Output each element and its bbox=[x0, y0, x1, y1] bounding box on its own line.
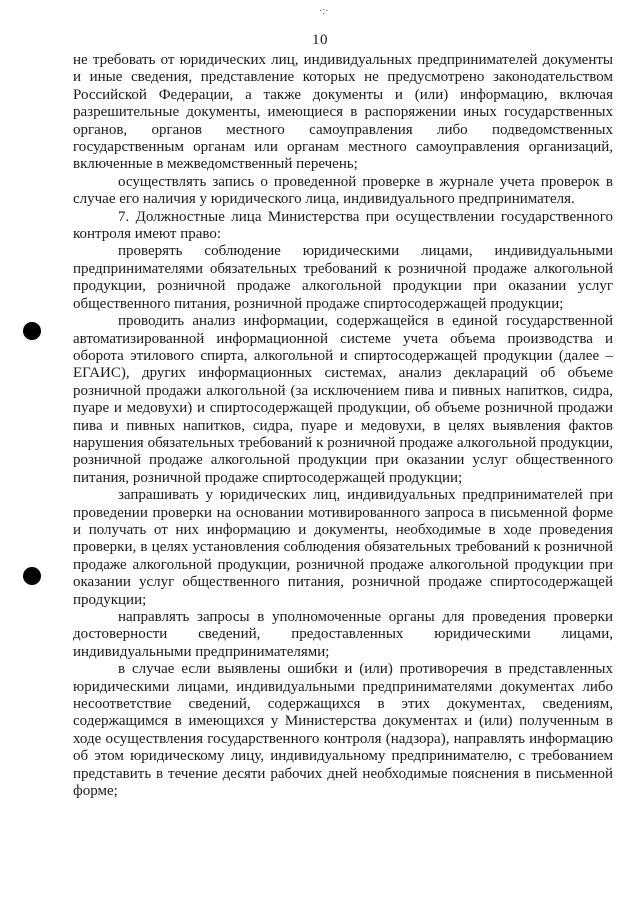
paragraph: осуществлять запись о проведенной проверке в журнале учета проверок в случае его наличия у юридического лица, индивидуального предпринимателя. bbox=[73, 173, 613, 208]
document-body bbox=[73, 52, 613, 800]
paragraph: запрашивать у юридических лиц, индивидуальных предпринимателей при проведении проверки на основании мотивированного запроса в письменной форме и получать от них информацию и документы, необходимые в ходе проведения проверки, в целях установления соблюдения обязательных требований к розничной продаже алкогольной продукции, розничной продаже алкогольной продукции при оказании услуг общественного питания, розничной продаже спиртосодержащей продукции; bbox=[73, 487, 613, 608]
paragraph: проводить анализ информации, содержащейся в единой государственной автоматизированной информационной системе учета объема производства и оборота этилового спирта, алкогольной и спиртосодержащей продукции (далее – ЕГАИС), других информационных системах, анализ деклараций об объеме розничной продажи алкогольной (за исключением пива и пивных напитков, сидра, пуаре и медовухи) и спиртосодержащей продукции, об объеме розничной продажи пива и пивных напитков, сидра, пуаре и медовухи, в целях выявления фактов нарушения обязательных требований к розничной продаже алкогольной продукции, розничной продаже алкогольной продукции при оказании услуг общественного питания, розничной продаже спиртосодержащей продукции; bbox=[73, 313, 613, 486]
page-number: 10 bbox=[312, 32, 328, 48]
paragraph: 7. Должностные лица Министерства при осуществлении государственного контроля имеют право: bbox=[73, 208, 613, 243]
paragraph: в случае если выявлены ошибки и (или) противоречия в представленных юридическими лицами, индивидуальными предпринимателями документах либо несоответствие сведений, содержащихся в этих документах, сведениям, содержащимся в имеющихся у Министерства документах и (или) полученным в ходе осуществления государственного контроля (надзора), направлять информацию об этом юридическому лицу, индивидуальному предпринимателю, с требованием представить в течение десяти рабочих дней необходимые пояснения в письменной форме; bbox=[73, 661, 613, 800]
scan-speck: ·:· bbox=[319, 6, 329, 17]
paragraph: направлять запросы в уполномоченные органы для проведения проверки достоверности сведений, предоставленных юридическими лицами, индивидуальными предпринимателями; bbox=[73, 609, 613, 660]
punch-hole-bottom bbox=[23, 567, 41, 585]
paragraph: не требовать от юридических лиц, индивидуальных предпринимателей документы и иные сведения, представление которых не предусмотрено законодательством Российской Федерации, а также документы и (или) информацию, включая разрешительные документы, имеющиеся в распоряжении иных государственных органов, органов местного самоуправления либо подведомственных государственным органам или органам местного самоуправления организаций, включенные в межведомственный перечень; bbox=[73, 52, 613, 173]
punch-hole-top bbox=[23, 322, 41, 340]
paragraph: проверять соблюдение юридическими лицами, индивидуальными предпринимателями обязательных требований к розничной продаже алкогольной продукции, розничной продаже алкогольной продукции при оказании услуг общественного питания, розничной продаже спиртосодержащей продукции; bbox=[73, 243, 613, 312]
